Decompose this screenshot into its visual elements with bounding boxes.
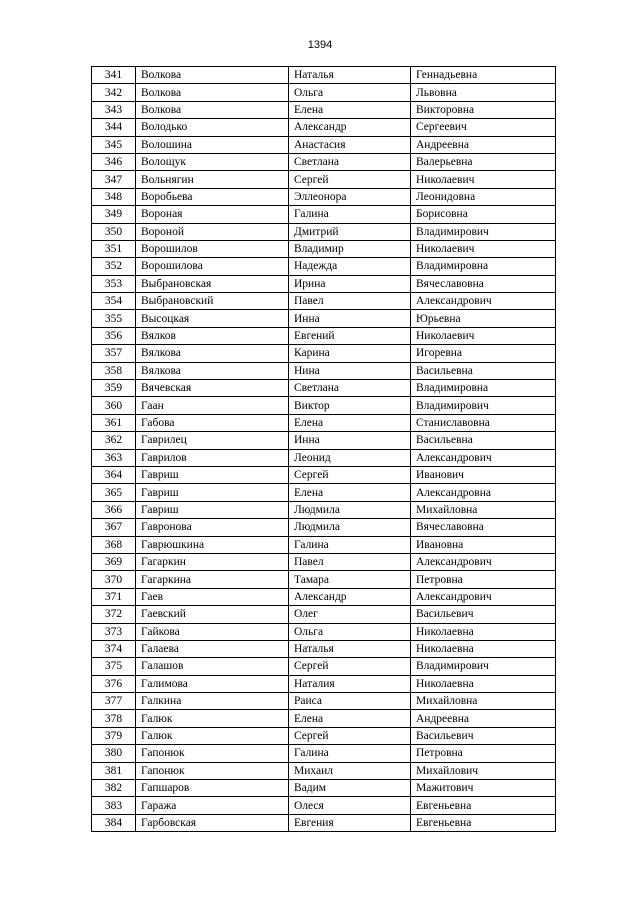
row-number-cell: 366 bbox=[92, 501, 136, 518]
patronymic-cell: Евгеньевна bbox=[411, 814, 556, 831]
row-number-cell: 363 bbox=[92, 449, 136, 466]
patronymic-cell: Сергеевич bbox=[411, 119, 556, 136]
last-name-cell: Габова bbox=[136, 414, 289, 431]
last-name-cell: Ворошилов bbox=[136, 240, 289, 257]
row-number-cell: 380 bbox=[92, 745, 136, 762]
table-row bbox=[92, 275, 556, 292]
first-name-cell: Надежда bbox=[289, 258, 411, 275]
row-number-cell: 368 bbox=[92, 536, 136, 553]
first-name-cell: Тамара bbox=[289, 571, 411, 588]
table-row bbox=[92, 327, 556, 344]
row-number-cell: 352 bbox=[92, 258, 136, 275]
row-number-cell: 361 bbox=[92, 414, 136, 431]
first-name-cell: Сергей bbox=[289, 658, 411, 675]
last-name-cell: Воробьева bbox=[136, 188, 289, 205]
row-number-cell: 364 bbox=[92, 466, 136, 483]
row-number-cell: 345 bbox=[92, 136, 136, 153]
patronymic-cell: Николаевич bbox=[411, 240, 556, 257]
last-name-cell: Гайкова bbox=[136, 623, 289, 640]
row-number-cell: 375 bbox=[92, 658, 136, 675]
patronymic-cell: Андреевна bbox=[411, 710, 556, 727]
first-name-cell: Анастасия bbox=[289, 136, 411, 153]
row-number-cell: 372 bbox=[92, 606, 136, 623]
last-name-cell: Гапонюк bbox=[136, 745, 289, 762]
patronymic-cell: Александрович bbox=[411, 449, 556, 466]
table-row bbox=[92, 675, 556, 692]
patronymic-cell: Юрьевна bbox=[411, 310, 556, 327]
table-row bbox=[92, 466, 556, 483]
first-name-cell: Елена bbox=[289, 414, 411, 431]
last-name-cell: Гавронова bbox=[136, 519, 289, 536]
row-number-cell: 357 bbox=[92, 345, 136, 362]
row-number-cell: 371 bbox=[92, 588, 136, 605]
last-name-cell: Гавриш bbox=[136, 484, 289, 501]
patronymic-cell: Владимирович bbox=[411, 658, 556, 675]
last-name-cell: Гавриш bbox=[136, 466, 289, 483]
first-name-cell: Вадим bbox=[289, 780, 411, 797]
first-name-cell: Евгения bbox=[289, 814, 411, 831]
patronymic-cell: Ивановна bbox=[411, 536, 556, 553]
last-name-cell: Гаев bbox=[136, 588, 289, 605]
patronymic-cell: Борисовна bbox=[411, 206, 556, 223]
patronymic-cell: Михайлович bbox=[411, 762, 556, 779]
patronymic-cell: Станиславовна bbox=[411, 414, 556, 431]
table-row bbox=[92, 797, 556, 814]
last-name-cell: Гапшаров bbox=[136, 780, 289, 797]
first-name-cell: Инна bbox=[289, 310, 411, 327]
table-row bbox=[92, 293, 556, 310]
table-row bbox=[92, 414, 556, 431]
first-name-cell: Раиса bbox=[289, 693, 411, 710]
row-number-cell: 362 bbox=[92, 432, 136, 449]
table-row bbox=[92, 188, 556, 205]
patronymic-cell: Владимирович bbox=[411, 223, 556, 240]
table-row bbox=[92, 67, 556, 84]
first-name-cell: Елена bbox=[289, 101, 411, 118]
first-name-cell: Наталия bbox=[289, 675, 411, 692]
table-row bbox=[92, 710, 556, 727]
patronymic-cell: Вячеславовна bbox=[411, 275, 556, 292]
table-row bbox=[92, 501, 556, 518]
patronymic-cell: Николаевна bbox=[411, 675, 556, 692]
last-name-cell: Волкова bbox=[136, 67, 289, 84]
table-row bbox=[92, 119, 556, 136]
first-name-cell: Карина bbox=[289, 345, 411, 362]
table-row bbox=[92, 362, 556, 379]
patronymic-cell: Александрович bbox=[411, 588, 556, 605]
first-name-cell: Ольга bbox=[289, 84, 411, 101]
row-number-cell: 341 bbox=[92, 67, 136, 84]
last-name-cell: Гарбовская bbox=[136, 814, 289, 831]
table-row bbox=[92, 171, 556, 188]
first-name-cell: Дмитрий bbox=[289, 223, 411, 240]
patronymic-cell: Петровна bbox=[411, 571, 556, 588]
last-name-cell: Гаврилец bbox=[136, 432, 289, 449]
first-name-cell: Светлана bbox=[289, 380, 411, 397]
patronymic-cell: Геннадьевна bbox=[411, 67, 556, 84]
last-name-cell: Вялкова bbox=[136, 362, 289, 379]
first-name-cell: Сергей bbox=[289, 171, 411, 188]
first-name-cell: Светлана bbox=[289, 153, 411, 170]
last-name-cell: Галкина bbox=[136, 693, 289, 710]
row-number-cell: 358 bbox=[92, 362, 136, 379]
first-name-cell: Эллеонора bbox=[289, 188, 411, 205]
patronymic-cell: Александровна bbox=[411, 484, 556, 501]
last-name-cell: Галаева bbox=[136, 640, 289, 657]
patronymic-cell: Евгеньевна bbox=[411, 797, 556, 814]
table-row bbox=[92, 153, 556, 170]
patronymic-cell: Николаевна bbox=[411, 623, 556, 640]
first-name-cell: Людмила bbox=[289, 519, 411, 536]
last-name-cell: Высоцкая bbox=[136, 310, 289, 327]
last-name-cell: Вороная bbox=[136, 206, 289, 223]
row-number-cell: 369 bbox=[92, 553, 136, 570]
row-number-cell: 377 bbox=[92, 693, 136, 710]
patronymic-cell: Васильевна bbox=[411, 362, 556, 379]
table-row bbox=[92, 345, 556, 362]
row-number-cell: 360 bbox=[92, 397, 136, 414]
row-number-cell: 347 bbox=[92, 171, 136, 188]
name-list-body bbox=[92, 67, 556, 832]
first-name-cell: Галина bbox=[289, 206, 411, 223]
row-number-cell: 384 bbox=[92, 814, 136, 831]
row-number-cell: 343 bbox=[92, 101, 136, 118]
row-number-cell: 344 bbox=[92, 119, 136, 136]
row-number-cell: 349 bbox=[92, 206, 136, 223]
first-name-cell: Леонид bbox=[289, 449, 411, 466]
last-name-cell: Выбрановский bbox=[136, 293, 289, 310]
first-name-cell: Евгений bbox=[289, 327, 411, 344]
row-number-cell: 365 bbox=[92, 484, 136, 501]
row-number-cell: 370 bbox=[92, 571, 136, 588]
first-name-cell: Олеся bbox=[289, 797, 411, 814]
last-name-cell: Волощук bbox=[136, 153, 289, 170]
patronymic-cell: Васильевна bbox=[411, 432, 556, 449]
last-name-cell: Вороной bbox=[136, 223, 289, 240]
row-number-cell: 356 bbox=[92, 327, 136, 344]
first-name-cell: Виктор bbox=[289, 397, 411, 414]
last-name-cell: Галюк bbox=[136, 710, 289, 727]
table-row bbox=[92, 240, 556, 257]
first-name-cell: Галина bbox=[289, 745, 411, 762]
row-number-cell: 374 bbox=[92, 640, 136, 657]
patronymic-cell: Петровна bbox=[411, 745, 556, 762]
first-name-cell: Владимир bbox=[289, 240, 411, 257]
table-row bbox=[92, 727, 556, 744]
last-name-cell: Гаража bbox=[136, 797, 289, 814]
table-row bbox=[92, 693, 556, 710]
last-name-cell: Выбрановская bbox=[136, 275, 289, 292]
table-row bbox=[92, 432, 556, 449]
table-row bbox=[92, 536, 556, 553]
table-row bbox=[92, 640, 556, 657]
last-name-cell: Гавриш bbox=[136, 501, 289, 518]
last-name-cell: Галимова bbox=[136, 675, 289, 692]
last-name-cell: Гагаркин bbox=[136, 553, 289, 570]
table-row bbox=[92, 397, 556, 414]
row-number-cell: 342 bbox=[92, 84, 136, 101]
first-name-cell: Наталья bbox=[289, 640, 411, 657]
table-row bbox=[92, 258, 556, 275]
patronymic-cell: Михайловна bbox=[411, 501, 556, 518]
patronymic-cell: Мажитович bbox=[411, 780, 556, 797]
last-name-cell: Ворошилова bbox=[136, 258, 289, 275]
row-number-cell: 373 bbox=[92, 623, 136, 640]
last-name-cell: Вялкова bbox=[136, 345, 289, 362]
table-row bbox=[92, 101, 556, 118]
patronymic-cell: Иванович bbox=[411, 466, 556, 483]
row-number-cell: 350 bbox=[92, 223, 136, 240]
first-name-cell: Александр bbox=[289, 588, 411, 605]
table-row bbox=[92, 136, 556, 153]
last-name-cell: Гаврилов bbox=[136, 449, 289, 466]
table-row bbox=[92, 206, 556, 223]
table-row bbox=[92, 484, 556, 501]
table-row bbox=[92, 745, 556, 762]
last-name-cell: Галашов bbox=[136, 658, 289, 675]
first-name-cell: Михаил bbox=[289, 762, 411, 779]
first-name-cell: Ирина bbox=[289, 275, 411, 292]
last-name-cell: Вячевская bbox=[136, 380, 289, 397]
row-number-cell: 346 bbox=[92, 153, 136, 170]
patronymic-cell: Андреевна bbox=[411, 136, 556, 153]
first-name-cell: Людмила bbox=[289, 501, 411, 518]
first-name-cell: Павел bbox=[289, 553, 411, 570]
table-row bbox=[92, 606, 556, 623]
patronymic-cell: Николаевич bbox=[411, 171, 556, 188]
row-number-cell: 383 bbox=[92, 797, 136, 814]
first-name-cell: Сергей bbox=[289, 727, 411, 744]
table-row bbox=[92, 449, 556, 466]
row-number-cell: 382 bbox=[92, 780, 136, 797]
first-name-cell: Инна bbox=[289, 432, 411, 449]
last-name-cell: Гапонюк bbox=[136, 762, 289, 779]
page-number: 1394 bbox=[307, 39, 333, 51]
row-number-cell: 378 bbox=[92, 710, 136, 727]
patronymic-cell: Васильевич bbox=[411, 606, 556, 623]
row-number-cell: 351 bbox=[92, 240, 136, 257]
patronymic-cell: Владимировна bbox=[411, 380, 556, 397]
first-name-cell: Нина bbox=[289, 362, 411, 379]
row-number-cell: 355 bbox=[92, 310, 136, 327]
patronymic-cell: Леонидовна bbox=[411, 188, 556, 205]
patronymic-cell: Владимирович bbox=[411, 397, 556, 414]
patronymic-cell: Викторовна bbox=[411, 101, 556, 118]
first-name-cell: Галина bbox=[289, 536, 411, 553]
first-name-cell: Александр bbox=[289, 119, 411, 136]
first-name-cell: Олег bbox=[289, 606, 411, 623]
patronymic-cell: Николаевна bbox=[411, 640, 556, 657]
patronymic-cell: Михайловна bbox=[411, 693, 556, 710]
last-name-cell: Вялков bbox=[136, 327, 289, 344]
table-row bbox=[92, 762, 556, 779]
row-number-cell: 379 bbox=[92, 727, 136, 744]
last-name-cell: Гаврюшкина bbox=[136, 536, 289, 553]
row-number-cell: 353 bbox=[92, 275, 136, 292]
table-row bbox=[92, 553, 556, 570]
table-row bbox=[92, 310, 556, 327]
last-name-cell: Володько bbox=[136, 119, 289, 136]
patronymic-cell: Львовна bbox=[411, 84, 556, 101]
patronymic-cell: Николаевич bbox=[411, 327, 556, 344]
patronymic-cell: Владимировна bbox=[411, 258, 556, 275]
first-name-cell: Павел bbox=[289, 293, 411, 310]
table-row bbox=[92, 814, 556, 831]
table-row bbox=[92, 519, 556, 536]
table-row bbox=[92, 84, 556, 101]
row-number-cell: 354 bbox=[92, 293, 136, 310]
row-number-cell: 359 bbox=[92, 380, 136, 397]
row-number-cell: 348 bbox=[92, 188, 136, 205]
last-name-cell: Гаан bbox=[136, 397, 289, 414]
last-name-cell: Волошина bbox=[136, 136, 289, 153]
patronymic-cell: Вячеславовна bbox=[411, 519, 556, 536]
table-row bbox=[92, 588, 556, 605]
row-number-cell: 376 bbox=[92, 675, 136, 692]
row-number-cell: 381 bbox=[92, 762, 136, 779]
first-name-cell: Ольга bbox=[289, 623, 411, 640]
table-row bbox=[92, 780, 556, 797]
name-list-table bbox=[91, 66, 556, 832]
patronymic-cell: Васильевич bbox=[411, 727, 556, 744]
table-row bbox=[92, 380, 556, 397]
patronymic-cell: Александрович bbox=[411, 553, 556, 570]
last-name-cell: Галюк bbox=[136, 727, 289, 744]
table-row bbox=[92, 223, 556, 240]
last-name-cell: Волкова bbox=[136, 101, 289, 118]
row-number-cell: 367 bbox=[92, 519, 136, 536]
first-name-cell: Наталья bbox=[289, 67, 411, 84]
last-name-cell: Вольнягин bbox=[136, 171, 289, 188]
first-name-cell: Сергей bbox=[289, 466, 411, 483]
last-name-cell: Гагаркина bbox=[136, 571, 289, 588]
last-name-cell: Гаевский bbox=[136, 606, 289, 623]
patronymic-cell: Александрович bbox=[411, 293, 556, 310]
first-name-cell: Елена bbox=[289, 484, 411, 501]
table-row bbox=[92, 658, 556, 675]
patronymic-cell: Валерьевна bbox=[411, 153, 556, 170]
patronymic-cell: Игоревна bbox=[411, 345, 556, 362]
table-row bbox=[92, 623, 556, 640]
first-name-cell: Елена bbox=[289, 710, 411, 727]
last-name-cell: Волкова bbox=[136, 84, 289, 101]
table-row bbox=[92, 571, 556, 588]
